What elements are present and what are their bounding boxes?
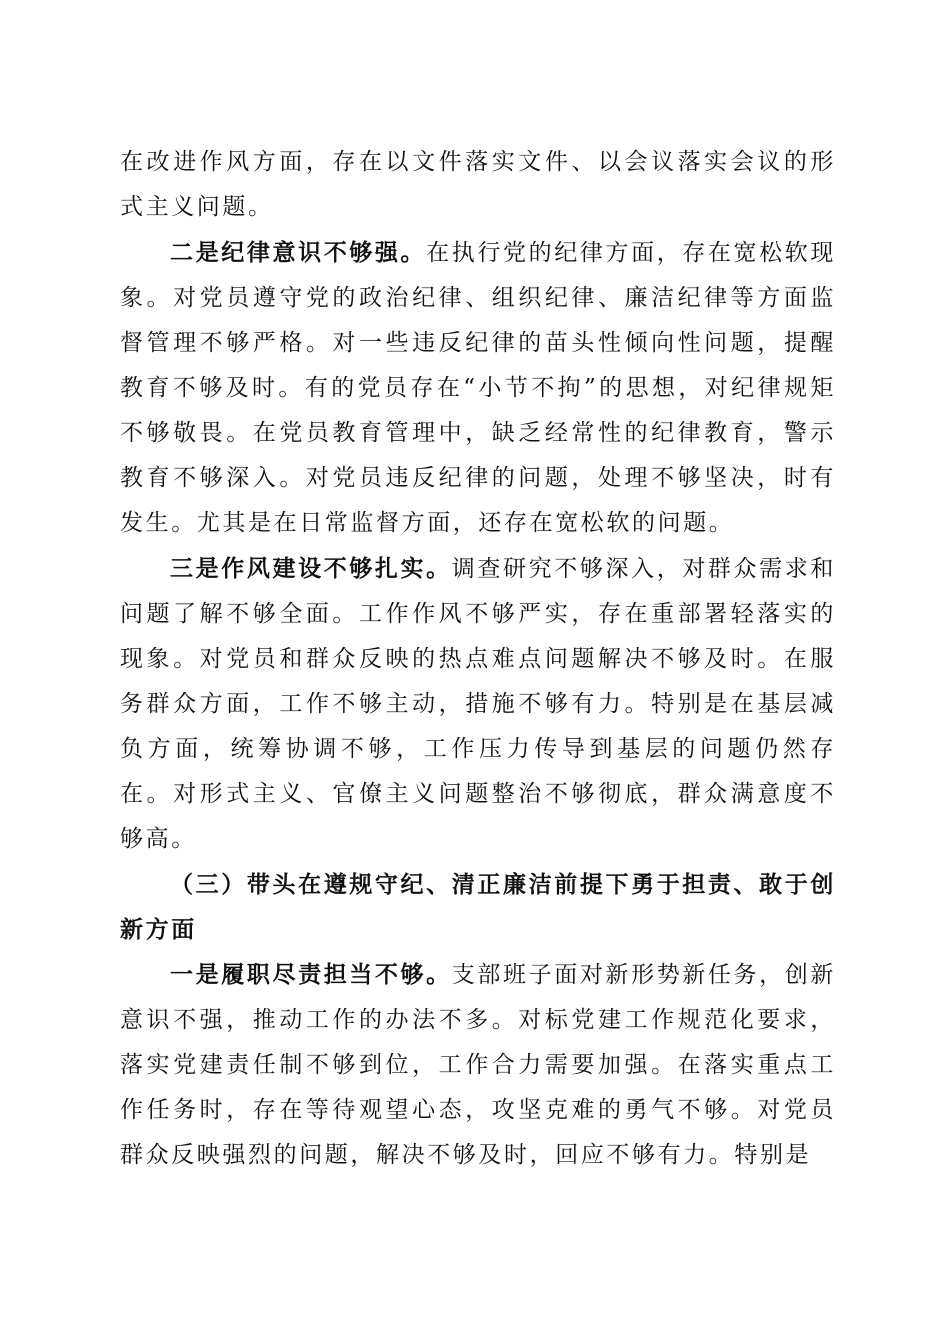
work-style-lead: 三是作风建设不够扎实。 — [170, 555, 452, 582]
work-style-body: 调查研究不够深入，对群众需求和问题了解不够全面。工作作风不够严实，存在重部署轻落实的现象。对党员和群众反映的热点难点问题解决不够及时。在服务群众方面，工作不够主动，措施不够有力。特别是在基层减负方面，统筹协调不够，工作压力传导到基层的问题仍然存在。对形式主义、官僚主义问题整治不够彻底，群众满意度不够高。 — [120, 556, 836, 852]
responsibility-body: 支部班子面对新形势新任务，创新意识不强，推动工作的办法不多。对标党建工作规范化要求，落实党建责任制不够到位，工作合力需要加强。在落实重点工作任务时，存在等待观望心态，攻坚克难的勇气不够。对党员群众反映强烈的问题，解决不够及时，回应不够有力。特别是 — [120, 962, 836, 1168]
responsibility-lead: 一是履职尽责担当不够。 — [170, 961, 452, 988]
discipline-paragraph — [120, 230, 836, 546]
responsibility-paragraph — [120, 952, 836, 1178]
work-style-paragraph — [120, 546, 836, 862]
continuation-text: 在改进作风方面，存在以文件落实文件、以会议落实会议的形式主义问题。 — [120, 149, 836, 220]
discipline-lead: 二是纪律意识不够强。 — [170, 239, 427, 266]
discipline-body: 在执行党的纪律方面，存在宽松软现象。对党员遵守党的政治纪律、组织纪律、廉洁纪律等方面监督管理不够严格。对一些违反纪律的苗头性倾向性问题，提醒教育不够及时。有的党员存在“小节不拘”的思想，对纪律规矩不够敬畏。在党员教育管理中，缺乏经常性的纪律教育，警示教育不够深入。对党员违反纪律的问题，处理不够坚决，时有发生。尤其是在日常监督方面，还存在宽松软的问题。 — [120, 240, 836, 536]
section-heading: （三）带头在遵规守纪、清正廉洁前提下勇于担责、敢于创新方面 — [120, 871, 836, 943]
document-body — [120, 140, 836, 1178]
continuation-paragraph — [120, 140, 836, 230]
